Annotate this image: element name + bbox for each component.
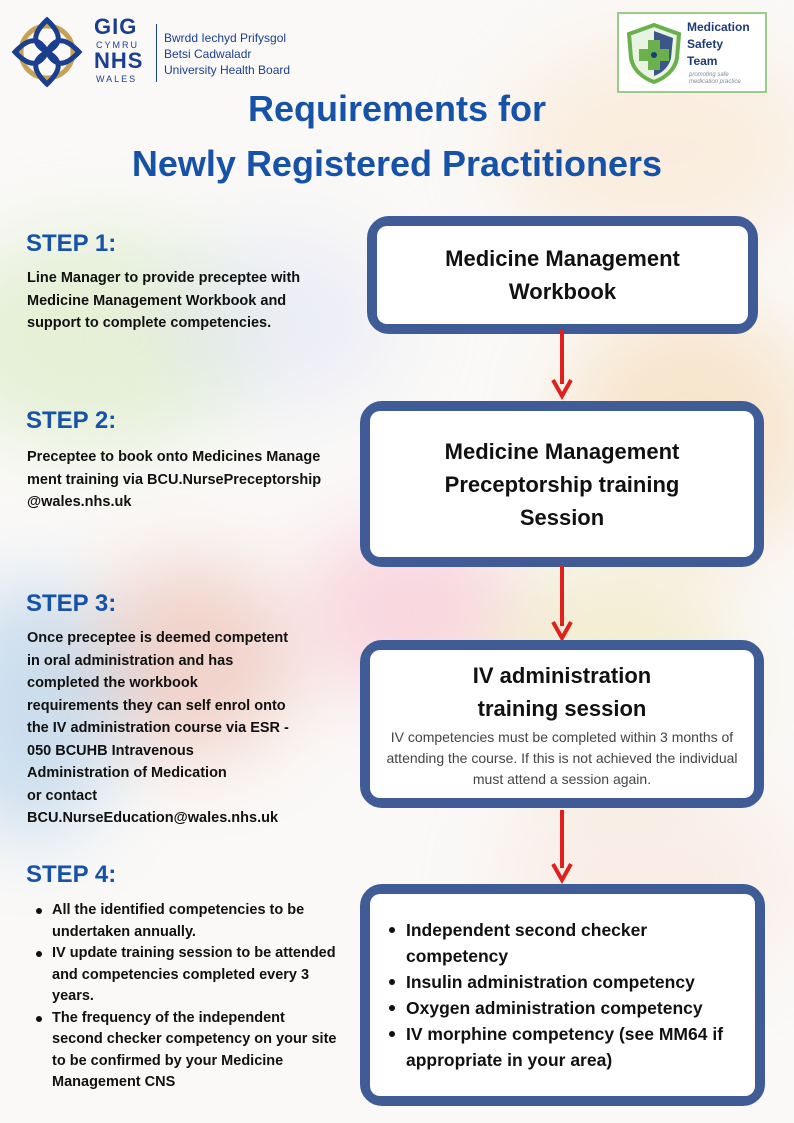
step-3-line: Administration of Medication [27,765,227,781]
list-item: Insulin administration competency [382,969,743,995]
page-title-line-1: Requirements for [247,88,547,129]
badge-line-2: Safety [687,37,724,51]
step-2-text: Preceptee to book onto Medicines Management training via BCU.NursePreceptorship@wales.nhs.uk [27,449,322,510]
logo-cymru: CYMRU [96,40,139,50]
iv-administration-box [360,640,764,808]
nhs-wales-logo [10,14,300,92]
list-item: The frequency of the independent second checker competency on your site to be confirmed by your Medicine Management CNS [28,1008,338,1094]
box-3-title-line-2: training session [477,695,647,721]
logo-wales: WALES [96,74,138,84]
badge-tagline: promoting safe medication practice [689,72,741,85]
logo-divider [156,24,157,82]
competencies-list [370,917,755,1073]
box-3-note: IV competencies must be completed within 3 months of attending the course. If this is not achieved the individual must attend a session again. [386,728,738,787]
workbook-box [367,216,758,334]
board-line-2: Betsi Cadwaladr [164,47,252,61]
box-2-title-line-1: Medicine Management [444,438,680,464]
step-3-line: in oral administration and has [27,652,234,669]
arrow-down-icon [550,566,574,642]
medication-safety-team-badge [617,12,767,93]
list-item: IV morphine competency (see MM64 if appropriate in your area) [382,1021,743,1073]
logo-board-name [164,30,290,78]
step-3-line: the IV administration course via ESR - [27,720,289,736]
step-3-line: 050 BCUHB Intravenous [27,742,194,759]
badge-line-1: Medication [687,20,750,34]
page-title-line-2: Newly Registered Practitioners [131,143,663,184]
step-4-heading: STEP 4: [26,861,117,888]
competencies-box [360,884,765,1106]
step-3-line: or contact [27,787,98,804]
badge-line-3: Team [687,54,718,68]
box-3-title-line-1: IV administration [472,662,652,688]
preceptorship-training-box [360,401,764,567]
step-3-line: Once preceptee is deemed competent [27,630,289,646]
step-3-line: completed the workbook [27,675,198,691]
logo-nhs: NHS [94,48,144,73]
list-item: Independent second checker competency [382,917,743,969]
step-2-heading: STEP 2: [26,407,117,434]
shield-cross-icon [625,22,683,84]
box-2-title-line-3: Session [519,504,605,530]
step-4-list [28,900,338,1094]
step-1-text: Line Manager to provide preceptee with Medicine Management Workbook and support to complete competencies. [27,270,301,331]
list-item: All the identified competencies to be undertaken annually. [28,900,338,943]
box-2-title-line-2: Preceptorship training [444,471,680,497]
step-3-heading: STEP 3: [26,590,117,617]
board-line-3: University Health Board [164,63,291,77]
box-1-title-line-2: Workbook [508,279,617,304]
board-line-1: Bwrdd Iechyd Prifysgol [164,31,287,45]
step-3-line: BCU.NurseEducation@wales.nhs.uk [27,810,279,826]
list-item: Oxygen administration competency [382,995,743,1021]
arrow-down-icon [550,810,574,884]
logo-gig: GIG [94,14,138,39]
list-item: IV update training session to be attended and competencies completed every 3 years. [28,943,338,1008]
badge-title [687,19,750,70]
step-3-line: requirements they can self enrol onto [27,697,286,714]
step-3-text [27,627,357,830]
step-1-heading: STEP 1: [26,230,117,257]
arrow-down-icon [550,330,574,400]
box-1-title-line-1: Medicine Management [445,246,680,271]
celtic-knot-icon [10,14,84,90]
